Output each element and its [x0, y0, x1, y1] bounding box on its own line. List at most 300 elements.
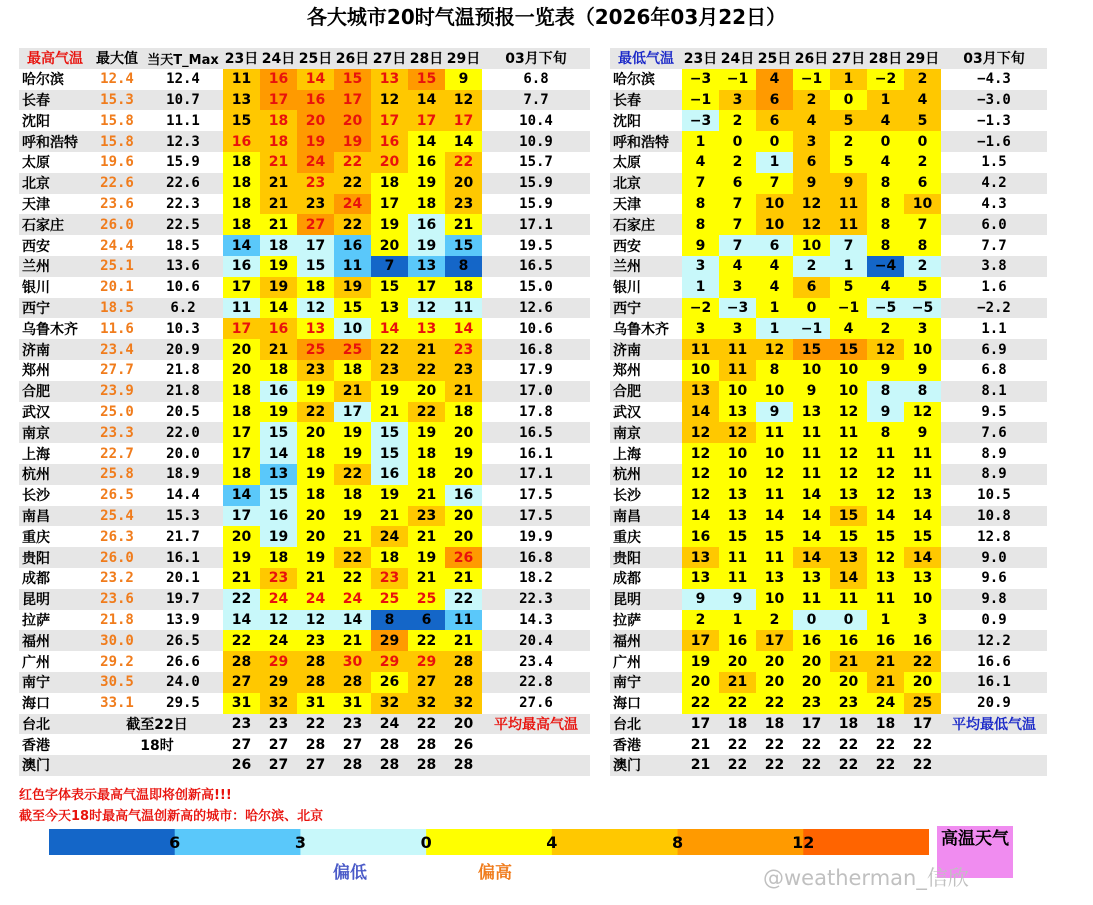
late-month-normal: 6.9	[941, 339, 1047, 360]
forecast-cell: 8	[682, 194, 719, 215]
table-row	[19, 547, 590, 568]
city-name: 北京	[610, 173, 682, 194]
today-max: 10.6	[166, 279, 200, 296]
extra-note	[91, 755, 223, 776]
forecast-cell: 23	[830, 693, 867, 714]
forecast-cell: 12	[867, 485, 904, 506]
forecast-cell: 19	[334, 422, 371, 443]
forecast-cell: 14	[445, 131, 482, 152]
forecast-cell: 12	[682, 464, 719, 485]
forecast-cell: 22	[830, 755, 867, 776]
city-name: 哈尔滨	[22, 72, 64, 89]
forecast-cell: 19	[408, 422, 445, 443]
forecast-cell: 16	[334, 235, 371, 256]
forecast-cell: 20	[445, 526, 482, 547]
city-name: 银川	[22, 280, 50, 297]
forecast-cell: 27	[231, 736, 252, 753]
forecast-cell: 2	[830, 131, 867, 152]
city-name: 济南	[19, 339, 91, 360]
forecast-cell: 10	[830, 381, 867, 402]
forecast-cell: −1	[793, 69, 830, 90]
forecast-cell: 13	[904, 568, 941, 589]
forecast-cell: 27	[297, 214, 334, 235]
extra-note: 18时	[140, 737, 174, 754]
scale-tick-label: 8	[672, 833, 684, 852]
late-month-normal: 9.5	[981, 403, 1007, 420]
forecast-cell: 13	[830, 485, 867, 506]
table-row	[610, 235, 1047, 256]
forecast-cell: 18	[223, 152, 260, 173]
scale-tick-label: 12	[792, 833, 815, 852]
late-month-normal: 14.3	[519, 611, 553, 628]
forecast-cell: 0	[793, 298, 830, 319]
scale-tick-label: 0	[420, 833, 432, 852]
forecast-cell: 24	[260, 630, 297, 651]
forecast-cell: 21	[408, 568, 445, 589]
table-row	[19, 318, 590, 339]
city-name: 长沙	[613, 488, 641, 505]
late-month-normal: −1.6	[941, 131, 1047, 152]
forecast-cell: 0	[719, 131, 756, 152]
record-max: 23.6	[100, 195, 134, 212]
forecast-cell: 20	[297, 526, 334, 547]
forecast-cell: 32	[260, 693, 297, 714]
forecast-cell: 22	[445, 152, 482, 173]
today-max: 11.1	[166, 112, 200, 129]
low-table-header	[610, 48, 1047, 69]
forecast-cell: 14	[371, 318, 408, 339]
forecast-cell: 13	[867, 568, 904, 589]
city-name: 太原	[613, 155, 641, 172]
late-month-normal: −1.3	[977, 112, 1011, 129]
late-month-normal: 9.6	[981, 570, 1007, 587]
city-name: 澳门	[610, 755, 682, 776]
forecast-cell: 22	[912, 736, 933, 753]
forecast-cell: 12	[867, 547, 904, 568]
record-max: 25.1	[91, 256, 143, 277]
scale-segment	[552, 829, 678, 855]
forecast-cell: 18	[408, 464, 445, 485]
table-row	[19, 568, 590, 589]
forecast-cell: 9	[867, 360, 904, 381]
high-table-header	[19, 48, 590, 69]
city-name: 成都	[22, 571, 50, 588]
record-max: 23.3	[91, 422, 143, 443]
forecast-cell: 20	[756, 672, 793, 693]
forecast-cell: 9	[867, 402, 904, 423]
record-max: 23.2	[100, 570, 134, 587]
city-name: 南宁	[19, 672, 91, 693]
forecast-cell: 16	[371, 131, 408, 152]
today-max: 20.5	[166, 403, 200, 420]
forecast-cell: 14	[793, 526, 830, 547]
forecast-cell: 13	[297, 318, 334, 339]
city-name: 成都	[613, 571, 641, 588]
forecast-cell: 18	[223, 381, 260, 402]
forecast-cell: 20	[830, 672, 867, 693]
today-max: 10.3	[166, 320, 200, 337]
forecast-cell: 27	[342, 736, 363, 753]
table-row	[19, 152, 590, 173]
forecast-cell: 24	[260, 589, 297, 610]
forecast-cell: 19	[371, 214, 408, 235]
forecast-cell: 18	[445, 402, 482, 423]
high-header-cell: 最高气温	[19, 48, 91, 69]
forecast-cell: −3	[682, 110, 719, 131]
forecast-cell: 25	[408, 589, 445, 610]
late-month-normal: 22.3	[482, 589, 590, 610]
late-month-normal: 10.4	[519, 112, 553, 129]
today-max: 18.9	[143, 464, 223, 485]
forecast-cell: 19	[260, 402, 297, 423]
forecast-cell: 22	[334, 464, 371, 485]
city-name: 澳门	[19, 755, 91, 776]
forecast-cell: 11	[223, 69, 260, 90]
forecast-cell: 1	[682, 131, 719, 152]
forecast-cell: 21	[408, 485, 445, 506]
forecast-cell: 16	[260, 381, 297, 402]
forecast-cell: 10	[756, 443, 793, 464]
forecast-cell: 18	[445, 277, 482, 298]
forecast-cell: 22	[904, 651, 941, 672]
table-row	[610, 277, 1047, 298]
late-month-normal: 20.9	[977, 695, 1011, 712]
forecast-cell: 18	[260, 110, 297, 131]
city-name: 南昌	[610, 506, 682, 527]
low-header-cell: 23日	[682, 48, 719, 69]
forecast-cell: 13	[793, 402, 830, 423]
extra-tag: 平均最低气温	[941, 714, 1047, 735]
forecast-cell: 21	[334, 381, 371, 402]
table-row	[610, 526, 1047, 547]
forecast-cell: 14	[682, 506, 719, 527]
forecast-cell: 6	[756, 90, 793, 111]
forecast-cell: 23	[445, 360, 482, 381]
city-name: 昆明	[19, 589, 91, 610]
forecast-cell: 15	[445, 235, 482, 256]
forecast-cell: 10	[682, 360, 719, 381]
forecast-cell: 9	[719, 589, 756, 610]
forecast-cell: 12	[682, 443, 719, 464]
scale-segment	[426, 829, 552, 855]
forecast-cell: 21	[682, 755, 719, 776]
forecast-cell: 19	[408, 547, 445, 568]
forecast-cell: 13	[719, 506, 756, 527]
forecast-cell: 21	[260, 194, 297, 215]
forecast-cell: 23	[334, 714, 371, 735]
forecast-cell: 20	[445, 464, 482, 485]
forecast-cell: 16	[260, 318, 297, 339]
forecast-cell: 4	[830, 318, 867, 339]
city-name: 呼和浩特	[19, 131, 91, 152]
scale-tick-label: 6	[169, 833, 181, 852]
high-header-cell: 25日	[297, 48, 334, 69]
table-row	[19, 651, 590, 672]
city-name: 海口	[613, 696, 641, 713]
forecast-cell: 17	[371, 194, 408, 215]
forecast-cell: 31	[297, 693, 334, 714]
record-max: 22.7	[100, 445, 134, 462]
forecast-cell: 9	[756, 402, 793, 423]
forecast-cell: 14	[793, 506, 830, 527]
legend-label-low: 偏低	[333, 863, 367, 883]
record-max: 24.4	[100, 237, 134, 254]
table-row	[610, 360, 1047, 381]
forecast-cell: 7	[830, 235, 867, 256]
forecast-cell: −1	[719, 69, 756, 90]
forecast-cell: 9	[793, 173, 830, 194]
forecast-cell: 3	[719, 90, 756, 111]
legend-hot-weather: 高温天气	[937, 826, 1013, 878]
table-row	[19, 277, 590, 298]
today-max: 12.3	[143, 131, 223, 152]
forecast-cell: 22	[408, 714, 445, 735]
today-max: 26.6	[166, 653, 200, 670]
table-row	[610, 714, 1047, 735]
today-max: 21.8	[166, 362, 200, 379]
forecast-cell: 13	[904, 485, 941, 506]
city-name: 香港	[22, 737, 50, 754]
forecast-cell: 25	[334, 339, 371, 360]
forecast-cell: 12	[830, 464, 867, 485]
late-month-normal: −3.0	[941, 90, 1047, 111]
forecast-cell: 22	[867, 755, 904, 776]
forecast-cell: 23	[260, 714, 297, 735]
forecast-cell: 11	[334, 256, 371, 277]
forecast-cell: 15	[756, 526, 793, 547]
table-row	[19, 422, 590, 443]
forecast-cell: 20	[223, 526, 260, 547]
late-month-normal: 6.8	[981, 362, 1007, 379]
forecast-cell: 11	[830, 194, 867, 215]
forecast-cell: 29	[408, 651, 445, 672]
extra-tag	[482, 734, 590, 755]
forecast-cell: 23	[297, 173, 334, 194]
extra-tag	[482, 755, 590, 776]
forecast-cell: 6	[408, 610, 445, 631]
high-header-cell: 28日	[408, 48, 445, 69]
forecast-cell: 4	[904, 90, 941, 111]
forecast-cell: 23	[408, 506, 445, 527]
forecast-cell: 24	[371, 714, 408, 735]
forecast-cell: 16	[297, 90, 334, 111]
forecast-cell: 19	[371, 381, 408, 402]
city-name: 合肥	[19, 381, 91, 402]
forecast-cell: 8	[867, 422, 904, 443]
forecast-cell: 20	[371, 152, 408, 173]
forecast-cell: 11	[793, 443, 830, 464]
late-month-normal: 17.9	[519, 362, 553, 379]
forecast-cell: 11	[445, 610, 482, 631]
forecast-cell: 22	[223, 589, 260, 610]
late-month-normal: 6.0	[941, 214, 1047, 235]
forecast-cell: 16	[408, 152, 445, 173]
forecast-cell: 17	[334, 402, 371, 423]
forecast-cell: 28	[416, 736, 437, 753]
forecast-cell: 19	[334, 443, 371, 464]
forecast-cell: 0	[830, 90, 867, 111]
scale-segment	[803, 829, 929, 855]
forecast-cell: 14	[334, 610, 371, 631]
record-max: 33.1	[100, 695, 134, 712]
forecast-cell: 31	[223, 693, 260, 714]
forecast-cell: 4	[756, 256, 793, 277]
forecast-cell: 22	[297, 714, 334, 735]
high-header-cell: 26日	[334, 48, 371, 69]
forecast-cell: 28	[334, 672, 371, 693]
forecast-cell: 14	[867, 506, 904, 527]
city-name: 郑州	[22, 363, 50, 380]
forecast-cell: 27	[223, 672, 260, 693]
forecast-cell: 18	[408, 194, 445, 215]
forecast-cell: 15	[904, 526, 941, 547]
forecast-cell: 16	[408, 214, 445, 235]
late-month-normal: 8.1	[941, 381, 1047, 402]
forecast-cell: 11	[756, 485, 793, 506]
table-row	[19, 714, 590, 735]
forecast-cell: 13	[682, 568, 719, 589]
late-month-normal: 16.5	[482, 422, 590, 443]
forecast-cell: 9	[445, 69, 482, 90]
forecast-cell: 22	[904, 755, 941, 776]
forecast-cell: 14	[793, 547, 830, 568]
forecast-cell: 29	[260, 672, 297, 693]
forecast-cell: 28	[297, 672, 334, 693]
forecast-cell: 10	[334, 318, 371, 339]
forecast-cell: 6	[904, 173, 941, 194]
city-name: 长沙	[22, 488, 50, 505]
forecast-cell: 18	[260, 547, 297, 568]
late-month-normal: 15.7	[519, 154, 553, 171]
table-row	[19, 69, 590, 90]
forecast-cell: 20	[793, 672, 830, 693]
table-row	[610, 443, 1047, 464]
forecast-cell: 21	[408, 526, 445, 547]
forecast-cell: 18	[371, 173, 408, 194]
forecast-cell: 0	[904, 131, 941, 152]
city-name: 台北	[610, 714, 682, 735]
table-row	[19, 589, 590, 610]
city-name: 济南	[610, 339, 682, 360]
forecast-cell: 16	[223, 256, 260, 277]
forecast-cell: 15	[260, 422, 297, 443]
forecast-cell: 18	[334, 360, 371, 381]
forecast-cell: 21	[334, 630, 371, 651]
record-max: 23.6	[91, 589, 143, 610]
forecast-cell: 25	[297, 339, 334, 360]
page-title: 各大城市20时气温预报一览表（2026年03月22日）	[306, 5, 787, 29]
city-name: 南京	[19, 422, 91, 443]
forecast-cell: 24	[371, 526, 408, 547]
today-max: 21.7	[166, 528, 200, 545]
forecast-cell: 24	[334, 589, 371, 610]
forecast-cell: 16	[904, 630, 941, 651]
late-month-normal: 17.5	[519, 487, 553, 504]
forecast-cell: 11	[793, 589, 830, 610]
forecast-cell: 30	[334, 651, 371, 672]
forecast-cell: 19	[297, 464, 334, 485]
forecast-cell: 17	[371, 110, 408, 131]
city-name: 天津	[613, 196, 641, 213]
forecast-cell: 29	[371, 651, 408, 672]
forecast-cell: 20	[445, 173, 482, 194]
low-header-cell: 27日	[830, 48, 867, 69]
forecast-cell: 25	[904, 693, 941, 714]
forecast-cell: 10	[793, 360, 830, 381]
forecast-cell: 14	[904, 506, 941, 527]
forecast-cell: 22	[445, 589, 482, 610]
late-month-normal: 15.9	[519, 195, 553, 212]
forecast-cell: 22	[408, 360, 445, 381]
record-max: 20.1	[100, 279, 134, 296]
forecast-cell: 26	[453, 736, 474, 753]
forecast-cell: 9	[682, 589, 719, 610]
forecast-cell: 13	[371, 298, 408, 319]
high-header-cell: 29日	[445, 48, 482, 69]
forecast-cell: 15	[719, 526, 756, 547]
record-max: 15.8	[91, 131, 143, 152]
record-max: 30.0	[91, 630, 143, 651]
forecast-cell: 1	[719, 610, 756, 631]
late-month-normal: 16.8	[482, 339, 590, 360]
forecast-cell: 8	[867, 214, 904, 235]
forecast-cell: 17	[223, 277, 260, 298]
forecast-cell: 14	[223, 485, 260, 506]
record-max: 26.0	[91, 214, 143, 235]
forecast-cell: 14	[260, 298, 297, 319]
forecast-cell: 11	[830, 589, 867, 610]
forecast-cell: 1	[682, 277, 719, 298]
forecast-cell: 17	[408, 110, 445, 131]
forecast-cell: 4	[867, 277, 904, 298]
city-name: 西宁	[610, 298, 682, 319]
forecast-cell: 5	[904, 277, 941, 298]
forecast-cell: 6	[756, 110, 793, 131]
city-name: 武汉	[613, 404, 641, 421]
forecast-cell: 7	[904, 214, 941, 235]
late-month-normal: 1.5	[981, 154, 1007, 171]
high-header-cell: 24日	[260, 48, 297, 69]
forecast-cell: 2	[904, 152, 941, 173]
table-row	[19, 110, 590, 131]
forecast-cell: 17	[793, 714, 830, 735]
forecast-cell: 12	[297, 298, 334, 319]
forecast-cell: 8	[904, 235, 941, 256]
table-row	[19, 506, 590, 527]
forecast-cell: 18	[223, 173, 260, 194]
forecast-cell: 20	[445, 506, 482, 527]
late-month-normal: 4.3	[981, 195, 1007, 212]
forecast-cell: 12	[867, 339, 904, 360]
forecast-cell: 19	[260, 256, 297, 277]
forecast-cell: 22	[764, 736, 785, 753]
today-max: 22.5	[143, 214, 223, 235]
today-max: 24.0	[143, 672, 223, 693]
late-month-normal: −2.2	[941, 298, 1047, 319]
forecast-cell: 11	[719, 360, 756, 381]
forecast-cell: 12	[682, 485, 719, 506]
table-row	[19, 173, 590, 194]
forecast-cell: 19	[445, 443, 482, 464]
forecast-cell: 15	[830, 339, 867, 360]
table-row	[19, 672, 590, 693]
forecast-cell: 2	[904, 256, 941, 277]
table-row	[610, 152, 1047, 173]
city-name: 兰州	[19, 256, 91, 277]
forecast-cell: 1	[756, 152, 793, 173]
forecast-cell: −3	[719, 298, 756, 319]
forecast-cell: 20	[334, 110, 371, 131]
